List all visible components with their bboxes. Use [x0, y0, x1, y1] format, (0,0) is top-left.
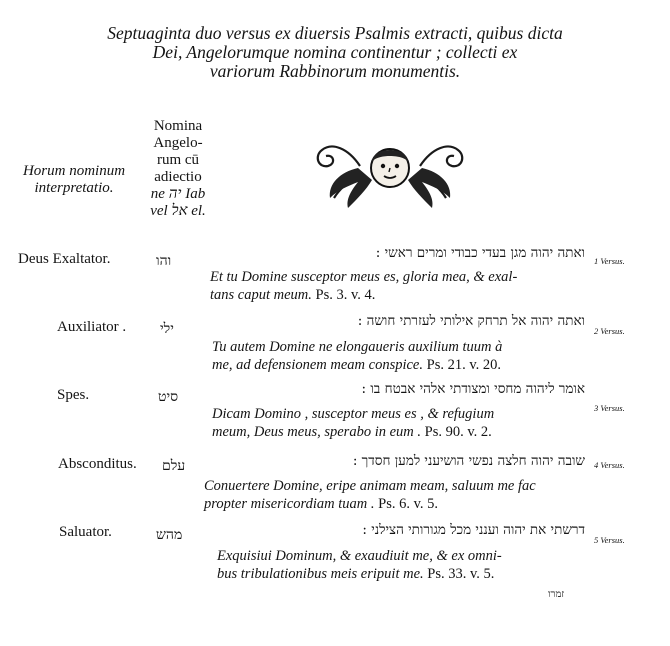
latin-line: Et tu Domine susceptor meus es, gloria mea, & exal- — [210, 269, 518, 285]
latin-line — [217, 565, 602, 583]
latin-line-text: bus tribulationibus meis eripuit me. — [217, 566, 424, 582]
page-title — [0, 24, 670, 81]
cherub-ornament-icon — [310, 128, 470, 210]
latin-verse — [212, 405, 602, 441]
nomina-header — [142, 118, 214, 220]
psalm-reference: Ps. 6. v. 5. — [378, 496, 439, 512]
latin-line: Dicam Domino , susceptor meus es , & refugium — [212, 406, 495, 422]
psalm-reference: Ps. 21. v. 20. — [426, 357, 502, 373]
latin-line — [212, 423, 602, 441]
angel-interpretation: Auxiliator . — [57, 319, 127, 335]
latin-line: Tu autem Domine ne elongaueris auxilium tuum à — [212, 339, 503, 355]
hebrew-verse: שובה יהוה חלצה נפשי הושיעני למען חסדך : — [352, 453, 585, 469]
angel-interpretation: Saluator. — [59, 524, 112, 540]
angel-name-hebrew: סיט — [158, 389, 179, 405]
latin-line-text: propter misericordiam tuam . — [204, 496, 375, 512]
latin-verse — [204, 477, 596, 513]
catchword: זמרו — [548, 589, 565, 600]
latin-line — [204, 495, 596, 513]
latin-line: Exquisiui Dominum, & exaudiuit me, & ex omni- — [217, 548, 502, 564]
hebrew-verse: אומר ליהוה מחסי ומצודתי אלהי אבטח בו : — [361, 381, 585, 397]
psalm-reference: Ps. 33. v. 5. — [427, 566, 495, 582]
header-line: interpretatio. — [34, 180, 114, 196]
verse-number: 2 Versus. — [594, 326, 625, 336]
angel-interpretation: Deus Exaltator. — [18, 251, 111, 267]
latin-verse — [212, 338, 602, 374]
latin-line-text: meum, Deus meus, sperabo in eum . — [212, 424, 422, 440]
verse-number: 4 Versus. — [594, 460, 625, 470]
psalm-reference: Ps. 3. v. 4. — [315, 287, 376, 303]
angel-name-hebrew: עלם — [162, 458, 186, 474]
header-line: adiectio — [154, 169, 202, 185]
title-line: variorum Rabbinorum monumentis. — [209, 61, 461, 81]
title-line: Dei, Angelorumque nomina continentur ; collecti ex — [152, 42, 518, 62]
latin-verse — [210, 268, 600, 304]
latin-line — [212, 356, 602, 374]
header-line: rum cū — [156, 152, 200, 168]
header-line: Horum nominum — [22, 163, 126, 179]
angel-name-hebrew: מהש — [156, 527, 183, 543]
psalm-reference: Ps. 90. v. 2. — [424, 424, 492, 440]
hebrew-verse: ואתה יהוה מגן בעדי כבודי ומרים ראשי : — [375, 245, 585, 261]
header-line: vel אל el. — [150, 203, 206, 219]
header-line: Angelo- — [153, 135, 203, 151]
hebrew-verse: דרשתי את יהוה וענני מכל מגורותי הצילני : — [362, 522, 585, 538]
latin-line-text: tans caput meum. — [210, 287, 312, 303]
title-line: Septuaginta duo versus ex diuersis Psalmis extracti, quibus dicta — [107, 23, 563, 43]
angel-interpretation: Spes. — [57, 387, 90, 403]
latin-line: Conuertere Domine, eripe animam meam, saluum me fac — [204, 478, 536, 494]
latin-line — [210, 286, 600, 304]
verse-number: 1 Versus. — [594, 256, 625, 266]
header-line: Nomina — [153, 118, 203, 134]
hebrew-verse: ואתה יהוה אל תרחק אילותי לעזרתי חושה : — [357, 313, 585, 329]
interpretatio-header — [14, 163, 134, 197]
header-line: ne יה Iab — [150, 186, 206, 202]
angel-name-hebrew: והו — [156, 253, 172, 269]
verse-number: 5 Versus. — [594, 535, 625, 545]
angel-interpretation: Absconditus. — [58, 456, 137, 472]
verse-number: 3 Versus. — [594, 403, 625, 413]
latin-line-text: me, ad defensionem meam conspice. — [212, 357, 423, 373]
angel-name-hebrew: ילי — [160, 321, 174, 337]
latin-verse — [217, 547, 602, 583]
